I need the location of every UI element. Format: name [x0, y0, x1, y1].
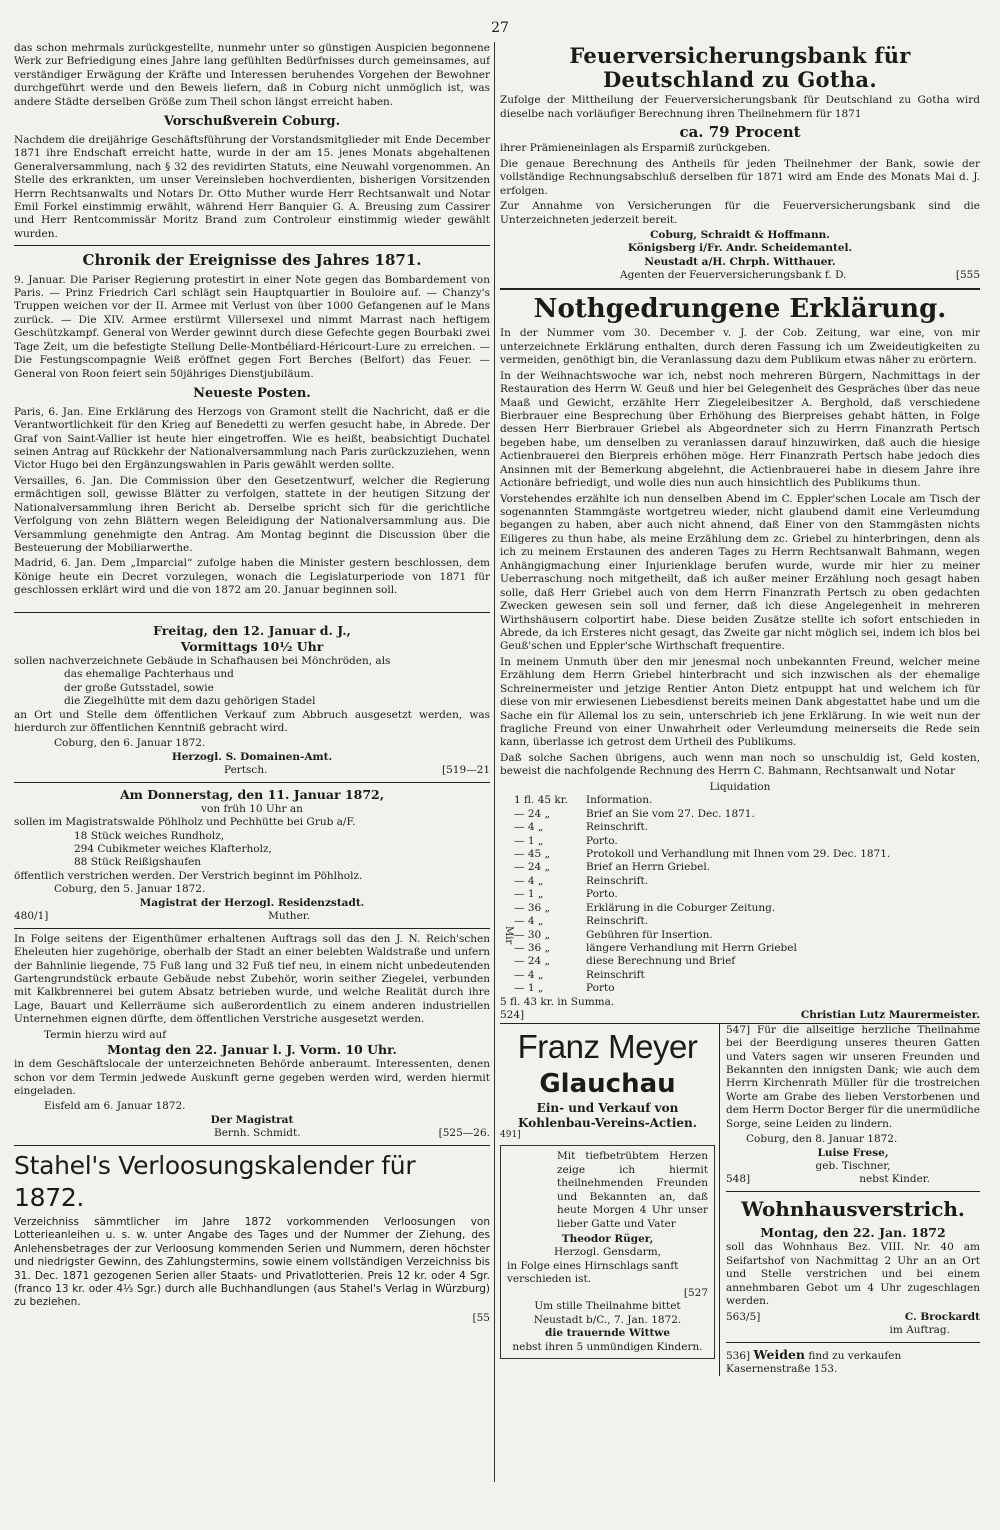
wohn-sign2: im Auftrag.: [889, 1324, 950, 1337]
mourn-role: Herzogl. Gensdarm,: [553, 1246, 662, 1259]
posten-versailles: Versailles, 6. Jan. Die Commission über den Gesetzentwurf, welcher die Regierung ermächtigen soll, gewisse Blätter zu verfolgen, stattete in der heutigen Sitzung der Nationalversammlung ihren Bericht ab. Derselbe spricht sich für die gerichtliche Verfolgung von zehn Blättern wegen Beleidigung der Nationalversammlung aus. Die Versammlung genehmigte den Antrag. Am Montag beginnt die Discussion über die Besteuerung der Mobiliarwerthe.: [14, 474, 490, 554]
chronik-heading: Chronik der Ereignisse des Jahres 1871.: [82, 251, 422, 270]
liquidation-amount: — 4 „: [514, 915, 544, 928]
liquidation-amount: — 45 „: [514, 847, 550, 860]
sale-ref: [525—26.: [438, 1127, 490, 1140]
liquidation-amount: — 4 „: [514, 821, 544, 834]
liquidation-item: Protokoll und Verhandlung mit Ihnen vom 29. Dec. 1871.: [586, 847, 891, 860]
divider: [14, 1145, 490, 1146]
mourn-name: Theodor Rüger,: [561, 1233, 654, 1246]
auction2-line: 294 Cubikmeter weiches Klafterholz,: [74, 843, 272, 855]
liquidation-row: [514, 848, 890, 861]
liquidation-item: Erklärung in die Coburger Zeitung.: [586, 901, 776, 914]
erklaerung-paragraph: In der Nummer vom 30. December v. J. der Cob. Zeitung, war eine, von mir unterzeichnete Erklärung enthalten, durch deren Fassung ich um Zweideutigkeiten zu vermeiden, genöthigt bin, die Veranlassung dazu dem Publikum etwas näher zu erörtern.: [500, 327, 980, 367]
auction1-line: sollen nachverzeichnete Gebäude in Schafhausen bei Mönchröden, als: [14, 654, 391, 667]
auction1-line: die Ziegelhütte mit dem dazu gehörigen Stadel: [64, 695, 316, 708]
dank-ref2: 548]: [726, 1173, 751, 1186]
liquidation-item: Gebühren für Insertion.: [586, 928, 713, 941]
left-column: [14, 42, 490, 1507]
liquidation-item: längere Verhandlung mit Herrn Griebel: [586, 942, 797, 954]
wohn-text: soll das Wohnhaus Bez. VIII. Nr. 40 am Seifartshof von Nachmittag 2 Uhr an an Ort und Stelle verstrichen und bei einem annehmbaren Gebot um 4 Uhr zugeschlagen werden.: [726, 1241, 980, 1308]
wohn-date: Montag, den 22. Jan. 1872: [760, 1225, 946, 1241]
auction2-date: Am Donnerstag, den 11. Januar 1872,: [119, 786, 385, 802]
divider: [14, 782, 490, 783]
liquidation-row: [514, 875, 890, 888]
mourning-notice: [500, 1145, 715, 1359]
auction2-sign: Magistrat der Herzogl. Residenzstadt.: [139, 896, 365, 909]
auction2-line: sollen im Magistratswalde Pöhlholz und Pechhütte bei Grub a/F.: [14, 816, 356, 829]
stahel-paragraph: Verzeichniss sämmtlicher im Jahre 1872 vorkommenden Verloosungen von Lotterieanleihen u. s. w. unter Angabe des Tages und der Nummer der Ziehung, des Anlehensbetrages der zur Verloosung kommenden Serien und Nummern, deren höchster und niedrigster Gewinn, des Zahlungstermins, sowie einem vollständigen Verzeichniss bis 31. Dec. 1871 gezogenen Serien aller Staats- und Privatlotterien. Preis 12 kr. oder 4 Sgr. (franco 13 kr. oder 4⅓ Sgr.) durch alle Buchhandlungen (aus Stahel's Verlag in Würzburg) zu beziehen.: [14, 1215, 490, 1309]
liquidation-amount: — 4 „: [514, 968, 544, 981]
liquidation-row: [514, 982, 890, 995]
liquidation-item: Information.: [586, 794, 653, 807]
liquidation-total: 5 fl. 43 kr. in Summa.: [500, 995, 615, 1008]
auction2-ref: 480/1]: [14, 910, 49, 923]
liquidation-item: Reinschrift: [586, 968, 645, 981]
liquidation-row: [514, 955, 890, 968]
erklaerung-paragraph: In der Weihnachtswoche war ich, nebst noch mehreren Bürgern, Nachmittags in der Restauration des Herrn W. Geuß und hier bei Gelegenheit des Gespräches über das neue Maaß und Gewicht, erzählte Herr Ziegeleibesitzer A. Berghold, daß verschiedene Bierbrauer eine Besprechung über Erhöhung des Bierpreises gehabt hätten, in Folge dessen Herr Bierbrauer Griebel als Abgeordneter sich zu Herrn Finanzrath Pertsch begeben habe, um denselben zu veranlassen darauf hinzuwirken, daß auch die hiesige Actienbrauerei den Bierpreis erhöhen möge. Herr Finanzrath Pertsch habe jedoch dies Ansinnen mit der Bemerkung abgelehnt, die Actienbrauerei habe in diesem Jahre ihre Actionäre befriedigt, und wolle dies nun auch hinsichtlich des Publikums thun.: [500, 369, 980, 490]
vorschuss-paragraph: Nachdem die dreijährige Geschäftsführung der Vorstandsmitglieder mit Ende December 1871 ihre Endschaft erreicht hatte, wurde in der am 15. jenes Monats abgehaltenen Generalversammlung, nach § 32 des revidirten Statuts, eine Neuwahl vorgenommen. An Stelle des erkrankten, um unser Vereinsleben hochverdienten, bisherigen Vorsitzenden Herrn Rechtsanwalts und Notars Dr. Otto Muther wurde Herr Rechtsanwalt und Notar Emil Forkel einstimmig erwählt, während Herr Banquier G. A. Breusing zum Cassirer und Herr Rentcommissär Moritz Brand zum Controleur einstimmig wieder gewählt wurden.: [14, 133, 490, 240]
liquidation-amount: — 36 „: [514, 901, 550, 914]
auction2-place: Coburg, den 5. Januar 1872.: [54, 883, 206, 896]
posten-heading: Neueste Posten.: [193, 386, 311, 401]
fvb-agent: Königsberg i/Fr. Andr. Scheidemantel.: [627, 242, 853, 255]
liquidation-amount: — 1 „: [514, 982, 544, 995]
liquidation-item: Reinschrift.: [586, 821, 649, 834]
auction2-name: Muther.: [268, 910, 310, 923]
divider: [726, 1191, 980, 1192]
liquidation-row: [514, 929, 890, 942]
chronik-paragraph: 9. Januar. Die Pariser Regierung protestirt in einer Note gegen das Bombardement von Paris. — Prinz Friedrich Carl schlägt sein Hauptquartier in Bouloire auf. — Chanzy's Truppen weichen vor der II. Armee mit Verlust von über 1000 Gefangenen auf le Mans zurück. — Die XIV. Armee erstürmt Villersexel und nimmt Marrast nach heftigem Geschützkampf. General von Werder gewinnt durch diese Gefechte gegen Bourbaki zwei Tage Zeit, um die befestigte Stellung Delle-Montbéliard-Héricourt-Lure zu erreichen. — Die Festungscompagnie Weiß eröffnet gegen Fort Berches (Belfort) das Feuer. — General von Roon feiert sein 50jähriges Dienstjubiläum.: [14, 273, 490, 380]
fvb-title: Feuerversicherungsbank für Deutschland zu Gotha.: [569, 43, 911, 93]
auction1-time: Vormittags 10½ Uhr: [180, 638, 324, 654]
vorschuss-heading: Vorschußverein Coburg.: [163, 114, 341, 130]
intro-paragraph: das schon mehrmals zurückgestellte, nunmehr unter so günstigen Auspicien begonnene Werk zur Befriedigung eines Jahre lang gefühlten Bedürfnisses durch gemeinsames, auf verständiger Erwägung der Kräfte und Interessen beruhendes Vorgehen der Bewohner durchgeführt werde und den Beweis liefern, daß in Coburg nicht unmöglich ist, was andere Städte derselben Größe zum Theil schon längst erreicht haben.: [14, 42, 490, 108]
erklaerung-paragraph: In meinem Unmuth über den mir jenesmal noch unbekannten Freund, welcher meine Erzählung dem Herrn Griebel hinterbracht und sich inzwischen als der ehemalige Schreinermeister und jetzige Rentier Anton Dietz entpuppt hat und welchem ich für diese von mir erwiesenen Liebesdienst bereits meinen Dank abgestattet habe und um die Sache ein für Allemal los zu sein, unterschrieb ich jene Erklärung. In wie weit nun der fragliche Freund von einer Unwahrheit oder Verleumdung meinerseits die Rede sein kann, überlasse ich getrost dem Urtheil des Publikums.: [500, 655, 980, 749]
dank-name: Luise Frese,: [817, 1146, 889, 1159]
auction1-line: das ehemalige Pachterhaus und: [64, 668, 234, 681]
divider: [500, 288, 980, 290]
fvb-agents-note: Agenten der Feuerversicherungsbank f. D.: [620, 269, 847, 282]
dank-kids: nebst Kinder.: [859, 1173, 930, 1186]
liquidation-side: Mir: [503, 925, 514, 945]
dank-text: Für die allseitige herzliche Theilnahme bei der Beerdigung unseres theuren Gatten und Vaters sagen wir unseren Freunden und Bekannten den innigsten Dank; wie auch dem Herrn Kirchenrath Müller für die trostreichen Worte am Grabe des lieben Verstorbenen und dem Herrn Doctor Berger für die unermüdliche Sorge, seine Leiden zu lindern.: [726, 1023, 980, 1130]
mourn-sign2: nebst ihren 5 unmündigen Kindern.: [512, 1340, 703, 1353]
fvb-ref: [555: [955, 269, 980, 282]
liquidation-amount: — 4 „: [514, 874, 544, 887]
fm-title: Franz Meyer: [517, 1027, 698, 1065]
fvb-text: Zufolge der Mittheilung der Feuerversicherungsbank für Deutschland zu Gotha wird dieselbe nach vorläufiger Berechnung ihren Theilnehmern für 1871: [500, 94, 980, 120]
mourn-sign: die trauernde Wittwe: [544, 1327, 671, 1340]
liquidation-item: diese Berechnung und Brief: [586, 955, 736, 968]
liquidation-title: Liquidation: [709, 780, 771, 793]
liquidation-amount: — 24 „: [514, 955, 550, 968]
erklaerung-paragraph: Vorstehendes erzählte ich nun denselben Abend im C. Eppler'schen Locale am Tisch der sogenannten Stammgäste wortgetreu wieder, nicht glaubend damit eine Verleumdung begangen zu haben, aber auch nicht ahnend, daß Einer von den Stammgästen nichts Eiligeres zu thun habe, als meine Erzählung dem zc. Griebel zu hinterbringen, denn als ich zu meinem Erstaunen des anderen Tages zu Herrn Rechtsanwalt Bahmann, wegen Anhängigmachung einer Injurienklage berufen wurde, wurde mir hier zu meiner Ueberraschung noch mitgetheilt, daß ich außer meiner Erzählung noch gesagt haben solle, daß Herr Griebel auch von dem Herrn Finanzrath Pertsch zu oben gedachten Zwecken gewesen sein soll und ferner, daß ich diese Angelegenheit in mehreren Wirthshäusern colportirt habe. Diese beiden Zusätze stellte ich sofort entschieden in Abrede, da ich Ersteres nicht gesagt, das Zweite gar nicht möglich sei, indem ich blos bei Geuß'schen und Eppler'sche Wirthschaft frequentire.: [500, 492, 980, 653]
fm-num: 491]: [500, 1129, 521, 1140]
weiden-rest: find zu verkaufen: [808, 1349, 902, 1362]
dank-ad: [720, 1024, 980, 1377]
divider: [726, 1342, 980, 1343]
stahel-title: Stahel's Verloosungskalender für 1872.: [14, 1150, 416, 1212]
sale-sign: Der Magistrat: [210, 1113, 294, 1126]
fvb-agent: Neustadt a/H. Chrph. Witthauer.: [644, 255, 836, 268]
auction2-time: von früh 10 Uhr an: [201, 802, 303, 815]
auction1-place: Coburg, den 6. Januar 1872.: [54, 737, 206, 750]
divider: [14, 612, 490, 613]
liquidation-item: Brief an Herrn Griebel.: [586, 861, 711, 874]
liquidation-item: Porto.: [586, 834, 618, 847]
franz-meyer-ad: [500, 1024, 720, 1377]
liquidation-item: Reinschrift.: [586, 874, 649, 887]
liquidation-item: Brief an Sie vom 27. Dec. 1871.: [586, 807, 755, 820]
liquidation-row: [514, 835, 890, 848]
sale-termin: Termin hierzu wird auf: [44, 1028, 167, 1041]
liquidation-row: [514, 821, 890, 834]
weiden-ref: 536]: [726, 1349, 751, 1362]
liquidation-row: [514, 915, 890, 928]
fvb-percent: ca. 79 Procent: [679, 123, 801, 142]
auction1-date: Freitag, den 12. Januar d. J.,: [153, 622, 351, 638]
wohn-sign: C. Brockardt: [904, 1310, 980, 1323]
mourn-text: Mit tiefbetrübtem Herzen zeige ich hiermit theilnehmenden Freunden und Bekannten an, daß heute Morgen 4 Uhr unser lieber Gatte und Vater: [557, 1150, 708, 1230]
liquidation-amount: — 1 „: [514, 834, 544, 847]
posten-paris: Paris, 6. Jan. Eine Erklärung des Herzogs von Gramont stellt die Nachricht, daß er die Verantwortlichkeit für den Krieg auf Benedetti zu werfen gesucht habe, in Abrede. Der Graf von Saint-Vallier ist heute hier eingetroffen. Wie es heißt, beabsichtigt Duchatel seinen Antrag auf Rückkehr der Nationalversammlung nach Paris zurückzuziehen, wenn Victor Hugo bei den Ergänzungswahlen in Paris gewählt werden sollte.: [14, 405, 490, 472]
liquidation-row: [514, 942, 890, 955]
erklaerung-title: Nothgedrungene Erklärung.: [533, 293, 947, 324]
ads-row: [500, 1023, 980, 1377]
auction2-line: 18 Stück weiches Rundholz,: [74, 829, 225, 842]
auction1-line: an Ort und Stelle dem öffentlichen Verkauf zum Abbruch ausgesetzt werden, was hierdurch zur öffentlichen Kenntniß gebracht wird.: [14, 708, 490, 734]
fvb-text: Die genaue Berechnung des Antheils für jeden Theilnehmer der Bank, sowie der vollständige Rechnungsabschluß derselben für 1871 wird am Ende des Monats Mai d. J. erfolgen.: [500, 157, 980, 197]
fvb-text: ihrer Prämieneinlagen als Ersparniß zurückgeben.: [500, 142, 771, 155]
liquidation-item: Reinschrift.: [586, 915, 649, 928]
liquidation-row: [514, 794, 890, 807]
liquidation-amount: — 30 „: [514, 928, 550, 941]
liquidation-item: Porto: [586, 982, 615, 995]
liquidation-amount: — 1 „: [514, 888, 544, 901]
liquidation-amount: — 36 „: [514, 942, 550, 954]
liquidation-list: [514, 794, 890, 996]
right-column: [500, 42, 980, 1507]
erklaerung-paragraph: Daß solche Sachen übrigens, auch wenn man noch so unschuldig ist, Geld kosten, beweist die nachfolgende Rechnung des Herrn C. Bahmann, Rechtsanwalt und Notar: [500, 751, 980, 778]
auction1-sign: Herzogl. S. Domainen-Amt.: [171, 750, 333, 763]
auction2-line: 88 Stück Reißigshaufen: [74, 856, 202, 869]
liquidation-row: [514, 902, 890, 915]
mourn-ref: [527: [683, 1286, 708, 1299]
dank-ref: 547]: [726, 1023, 751, 1036]
fvb-text: Zur Annahme von Versicherungen für die Feuerversicherungsbank sind die Unterzeichneten jederzeit bereit.: [500, 200, 980, 226]
mourn-text3: Um stille Theilnahme bittet: [534, 1300, 681, 1313]
weiden-addr: Kasernenstraße 153.: [726, 1362, 838, 1375]
liquidation-amount: — 24 „: [514, 861, 550, 874]
weiden-text: Weiden: [753, 1346, 805, 1362]
sale-place: Eisfeld am 6. Januar 1872.: [44, 1100, 186, 1113]
column-divider: [494, 42, 495, 1482]
fm-city: Glauchau: [539, 1068, 676, 1099]
mourn-place: Neustadt b/C., 7. Jan. 1872.: [533, 1313, 682, 1326]
dank-name2: geb. Tischner,: [815, 1160, 891, 1172]
liquidation-row: [514, 808, 890, 821]
liquidation-amount: — 24 „: [514, 807, 550, 820]
erklaerung-sign: Christian Lutz Maurermeister.: [800, 1009, 980, 1022]
fvb-agent: Coburg, Schraidt & Hoffmann.: [650, 228, 830, 241]
divider: [14, 245, 490, 246]
sale-name: Bernh. Schmidt.: [214, 1127, 301, 1140]
stahel-ref: [55: [472, 1311, 490, 1324]
wohn-title: Wohnhausverstrich.: [741, 1196, 965, 1221]
liquidation-amount: 1 fl. 45 kr.: [514, 794, 568, 807]
fm-sub: Kohlenbau-Vereins-Actien.: [518, 1115, 697, 1130]
mourn-text2: in Folge eines Hirnschlags sanft verschieden ist.: [507, 1259, 679, 1286]
auction1-name: Pertsch.: [224, 764, 268, 777]
wohn-ref: 563/5]: [726, 1310, 761, 1323]
liquidation-row: [514, 969, 890, 982]
page-number: 27: [491, 20, 509, 36]
dank-place: Coburg, den 8. Januar 1872.: [746, 1133, 898, 1146]
posten-madrid: Madrid, 6. Jan. Dem „Imparcial“ zufolge haben die Minister gestern beschlossen, dem Könige heute ein Decret vorzulegen, wonach die Legislaturperiode von 1871 für geschlossen erklärt wird und die von 1872 am 20. Januar beginnen soll.: [14, 557, 490, 597]
auction1-ref: [519—21: [442, 764, 490, 777]
fm-sub: Ein- und Verkauf von: [536, 1101, 679, 1116]
auction2-line: öffentlich verstrichen werden. Der Verstrich beginnt im Pöhlholz.: [14, 869, 363, 882]
divider: [14, 928, 490, 929]
liquidation-item: Porto.: [586, 888, 618, 901]
auction1-line: der große Gutsstadel, sowie: [64, 681, 214, 694]
liquidation-row: [514, 888, 890, 901]
liquidation-row: [514, 861, 890, 874]
sale-paragraph2: in dem Geschäftslocale der unterzeichneten Behörde anberaumt. Interessenten, denen schon vor dem Termin jedwede Auskunft gerne gegeben werden wird, werden hiermit eingeladen.: [14, 1058, 490, 1097]
erklaerung-ref: 524]: [500, 1009, 525, 1022]
sale-paragraph: In Folge seitens der Eigenthümer erhaltenen Auftrags soll das den J. N. Reich'schen Eheleuten hier zugehörige, oberhalb der Stadt an einer belebten Waldstraße und unfern der Bahnlinie liegende, 75 Fuß lang und 32 Fuß tief neu, in einem nicht unbedeutenden Gartengrundstück erbaute Gebäude nebst Zubehör, worin seither Ziegelei, verbunden mit Kalkbrennerei bei gutem Absatz betrieben wurde, und welche Realität durch ihre Lage, Bauart und Kellerräume sich außerordentlich zu einem anderen industriellen Unternehmen eignen dürfte, dem öffentlichen Verstriche ausgesetzt werden.: [14, 932, 490, 1026]
sale-date: Montag den 22. Januar l. J. Vorm. 10 Uhr.: [107, 1042, 397, 1058]
